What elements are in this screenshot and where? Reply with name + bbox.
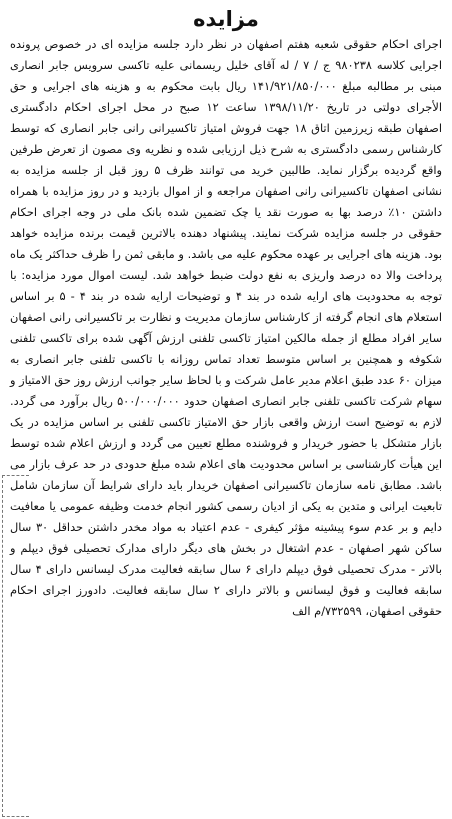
notice-body: اجرای احکام حقوقی شعبه هفتم اصفهان در نظر دارد جلسه مزایده ای در خصوص پرونده اجرایی کلاسه ۹۸۰۲۳۸ ج / ۷ / له آقای خلیل ریسمانی علیه تاکسی سرویس جابر انصاری مبنی بر مطالبه مبلغ ۱۴۱/۹۲۱/۸۵۰/۰۰۰ ریال بابت محکوم به و هزینه های اجرایی و حق الأجرای دولتی در تاریخ ۱۳۹۸/۱۱/۲۰ ساعت ۱۲ صبح در محل اجرای احکام دادگستری اصفهان طبقه زیرزمین اتاق ۱۸ جهت فروش امتیاز تاکسیرانی رانی جابر انصاری که توسط کارشناس رسمی دادگستری به شرح ذیل ارزیابی شده و نظریه وی مصون از تعرض طرفین واقع گردیده برگزار نماید. طالبین خرید می توانند ظرف ۵ روز قبل از جلسه مزایده به نشانی اصفهان تاکسیرانی رانی اصفهان مراجعه و از اموال بازدید و در روز مزایده با همراه داشتن ۱۰٪ درصد بها به صورت نقد یا چک تضمین شده بانک ملی در وجه اجرای احکام حقوقی در جلسه مزایده شرکت نمایند. پیشنهاد دهنده بالاترین قیمت برنده مزایده خواهد بود. هزینه های اجرایی بر عهده محکوم علیه می باشد. و مابقی ثمن را ظرف حداکثر یک ماه پرداخت والا ده درصد واریزی به نفع دولت ضبط خواهد شد. لیست اموال مورد مزایده: با توجه به محدودیت های ارایه شده در بند ۴ و توضیحات ارایه شده در بند ۴ - ۵ بر اساس استعلام های انجام گرفته از کارشناس سازمان مدیریت و نظارت بر تاکسیرانی رانی اصفهان سایر افراد مطلع از جمله مالکین امتیاز تاکسی تلفنی ارزش آگهی شده برای تاکسی تلفنی شکوفه و همچنین بر اساس متوسط تعداد تماس روزانه با تاکسی تلفنی جابر انصاری به میزان ۶۰ عدد طبق اعلام مدیر عامل شرکت و با لحاظ سایر جوانب ارزش روز حق الامتیاز و سهام شرکت تاکسی تلفنی جابر انصاری اصفهان حدود ۵۰۰/۰۰۰/۰۰۰ ریال برآورد می گردد. لازم به توضیح است ارزش واقعی بازار حق الامتیاز تاکسی تلفنی بر اساس مزایده در یک بازار متشکل با حضور خریدار و فروشنده مطلع تعیین می گردد و ارزش اعلام شده توسط این هیأت کارشناسی بر اساس محدودیت های اعلام شده مبلغ حدودی در حد عرف بازار می باشد. مطابق نامه سازمان تاکسیرانی اصفهان خریدار باید دارای شرایط آن سازمان شامل تابعیت ایرانی و متدین به یکی از ادیان رسمی کشور انجام خدمت وظیفه عمومی یا معافیت دایم و بر عدم سوء پیشینه مؤثر کیفری - عدم اعتیاد به مواد مخدر داشتن حداقل ۳۰ سال ساکن شهر اصفهان - عدم اشتغال در بخش های دیگر دارای مدارک تحصیلی فوق دیپلم و بالاتر - مدرک تحصیلی فوق دیپلم دارای ۶ سال سابقه فعالیت مدرک لیسانس دارای ۴ سال سابقه فعالیت و فوق لیسانس و بالاتر دارای ۲ سال سابقه فعالیت. دادورز اجرای احکام حقوقی اصفهان، ۷۳۲۵۹۹/م الف [10,37,443,618]
notice-title: مزایده [193,7,259,31]
